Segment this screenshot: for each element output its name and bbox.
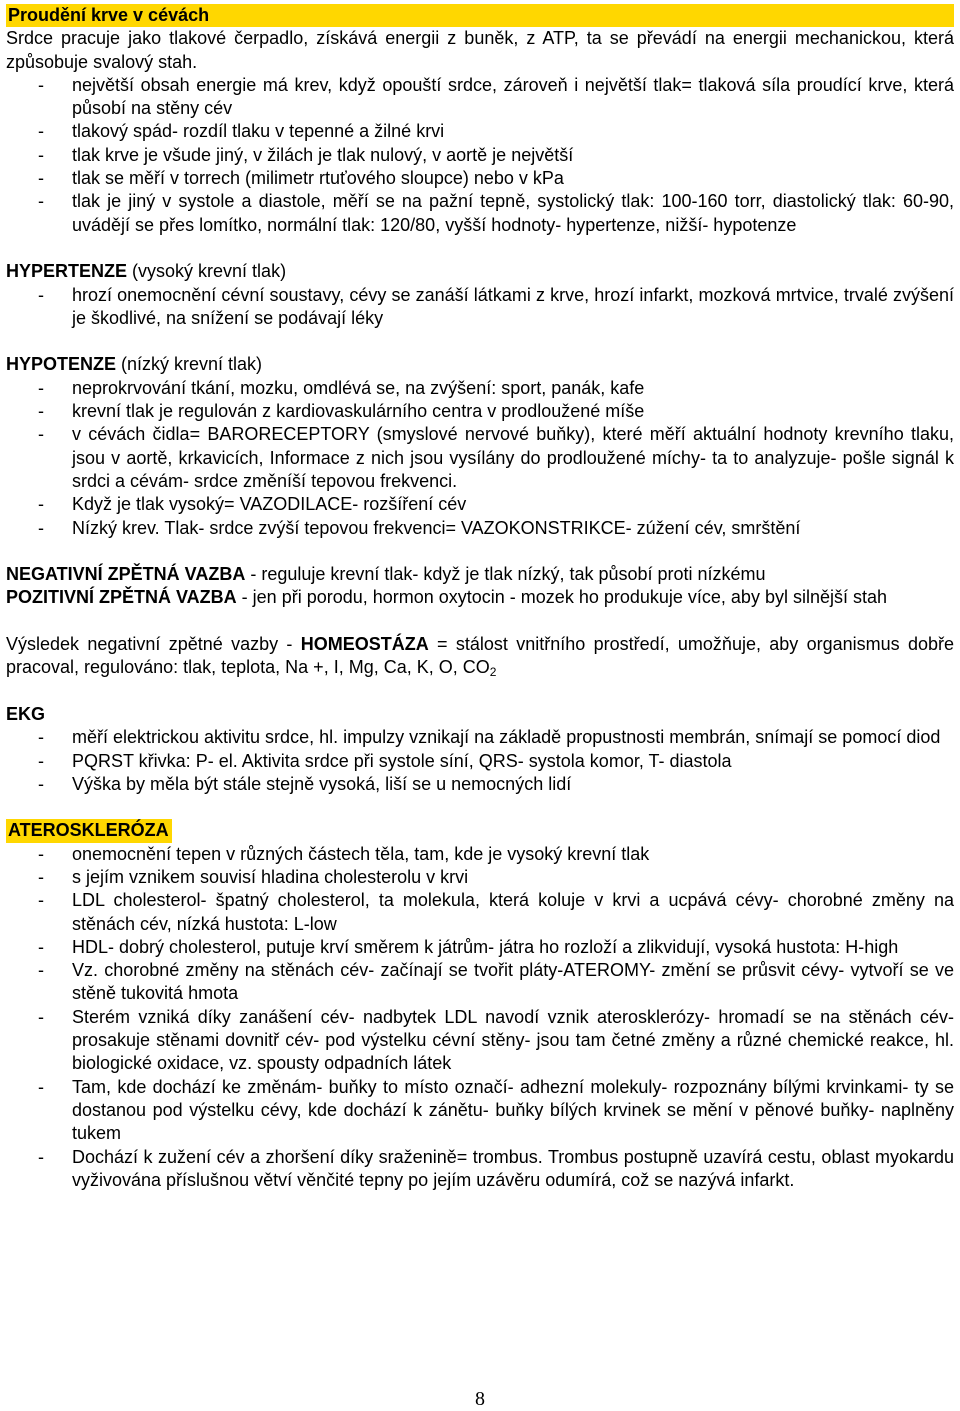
list-item: - krevní tlak je regulován z kardiovaskulárního centra v prodloužené míše — [6, 400, 954, 423]
document-page — [6, 4, 954, 1192]
section-title: Proudění krve v cévách — [6, 4, 954, 27]
list-item: - LDL cholesterol- špatný cholesterol, ta molekula, která koluje v krvi a ucpává cévy- chorobné změny na stěnách cév, nízká hustota: L-low — [6, 889, 954, 936]
list-item: - s jejím vznikem souvisí hladina cholesterolu v krvi — [6, 866, 954, 889]
positive-feedback — [6, 586, 954, 609]
list-item: - měří elektrickou aktivitu srdce, hl. impulzy vznikají na základě propustnosti membrán, snímají se pomocí diod — [6, 726, 954, 749]
list-item: - Když je tlak vysoký= VAZODILACE- rozšíření cév — [6, 493, 954, 516]
list-item: - tlakový spád- rozdíl tlaku v tepenné a žilné krvi — [6, 120, 954, 143]
atherosclerosis-heading — [6, 819, 954, 842]
atherosclerosis-title: ATEROSKLERÓZA — [6, 819, 172, 842]
list-item: - Dochází k zužení cév a zhoršení díky sraženině= trombus. Trombus postupně uzavírá cestu, oblast myokardu vyživována příslušnou větví věnčité tepny po jejím uzávěru odumírá, což se nazývá infarkt. — [6, 1146, 954, 1193]
hypertension-title: HYPERTENZE — [6, 261, 128, 282]
positive-feedback-title: POZITIVNÍ ZPĚTNÁ VAZBA — [6, 587, 237, 608]
list-item: - tlak krve je všude jiný, v žilách je tlak nulový, v aortě je největší — [6, 144, 954, 167]
list-item: - největší obsah energie má krev, když opouští srdce, zároveň i největší tlak= tlaková síla proudící krve, která působí na stěny cév — [6, 74, 954, 121]
page-number: 8 — [475, 1388, 485, 1410]
list-item: - v cévách čidla= BARORECEPTORY (smyslové nervové buňky), které měří aktuální hodnoty krevního tlaku, jsou v aortě, krkavicích, Informace z nich jsou vysílány do prodloužené míchy- ta to analyzuje- pošle signál k srdci a cévám- srdce změníší tepovou frekvenci. — [6, 423, 954, 493]
negative-feedback-title: NEGATIVNÍ ZPĚTNÁ VAZBA — [6, 564, 246, 585]
hypertension-heading — [6, 260, 954, 283]
list-item: - Tam, kde dochází ke změnám- buňky to místo označí- adhezní molekuly- rozpoznány bílými krvinkami- ty se dostanou pod výstelku cévy, kde dochází k zánětu- buňky bílých krvinek se mění v pěnové buňky- naplněny tukem — [6, 1076, 954, 1146]
list-item: - Výška by měla být stále stejně vysoká, liší se u nemocných lidí — [6, 773, 954, 796]
intro-paragraph: Srdce pracuje jako tlakové čerpadlo, získává energii z buněk, z ATP, ta se převádí na energii mechanickou, která způsobuje svalový stah. — [6, 28, 954, 72]
list-item: - PQRST křivka: P- el. Aktivita srdce při systole síní, QRS- systola komor, T- diastola — [6, 750, 954, 773]
list-item: - hrozí onemocnění cévní soustavy, cévy se zanáší látkami z krve, hrozí infarkt, mozková mrtvice, trvalé zvýšení je škodlivé, na snížení se podávají léky — [6, 284, 954, 331]
ekg-title: EKG — [6, 703, 46, 724]
hypotension-list — [6, 377, 954, 540]
homeostasis-post: = stálost vnitřního prostředí, umožňuje, aby organismus dobře pracoval, regulováno: tlak, teplota, Na +, I, Mg, Ca, K, O, CO — [6, 634, 955, 678]
list-item: - tlak je jiný v systole a diastole, měří se na pažní tepně, systolický tlak: 100-160 torr, diastolický tlak: 60-90, uvádějí se přes lomítko, normální tlak: 120/80, vyšší hodnoty- hypertenze, nižší- hypotenze — [6, 190, 954, 237]
list-item: - Vz. chorobné změny na stěnách cév- začínají se tvořit pláty-ATEROMY- změní se průsvit cévy- vytvoří se ve stěně tukovitá hmota — [6, 959, 954, 1006]
hypotension-subtitle: (nízký krevní tlak) — [116, 354, 263, 375]
hypotension-heading — [6, 353, 954, 376]
homeostasis-paragraph — [6, 633, 954, 680]
hypertension-list — [6, 284, 954, 331]
ekg-list — [6, 726, 954, 796]
list-item: - tlak se měří v torrech (milimetr rtuťového sloupce) nebo v kPa — [6, 167, 954, 190]
list-item: - Sterém vzniká díky zanášení cév- nadbytek LDL navodí vznik aterosklerózy- hromadí se na stěnách cév- prosakuje stěnami dovnitř cév- pod výstelku cévní stěny- jsou tam četné změny a různé chemické reakce, hl. biologické oxidace, vz. spousty odpadních látek — [6, 1006, 954, 1076]
list-item: - Nízký krev. Tlak- srdce zvýší tepovou frekvenci= VAZOKONSTRIKCE- zúžení cév, smrštění — [6, 517, 954, 540]
list-item: - HDL- dobrý cholesterol, putuje krví směrem k játrům- játra ho rozloží a zlikvidují, vysoká hustota: H-high — [6, 936, 954, 959]
homeostasis-term: HOMEOSTÁZA — [300, 634, 429, 655]
pressure-list — [6, 74, 954, 237]
co2-subscript: 2 — [489, 665, 497, 680]
negative-feedback — [6, 563, 954, 586]
homeostasis-pre: Výsledek negativní zpětné vazby - — [6, 634, 301, 655]
list-item: - neprokrvování tkání, mozku, omdlévá se, na zvýšení: sport, panák, kafe — [6, 377, 954, 400]
hypotension-title: HYPOTENZE — [6, 354, 117, 375]
atherosclerosis-list — [6, 843, 954, 1192]
positive-feedback-text: - jen při porodu, hormon oxytocin - mozek ho produkuje více, aby byl silnější stah — [236, 587, 887, 608]
ekg-heading — [6, 703, 954, 726]
list-item: - onemocnění tepen v různých částech těla, tam, kde je vysoký krevní tlak — [6, 843, 954, 866]
negative-feedback-text: - reguluje krevní tlak- když je tlak nízký, tak působí proti nízkému — [245, 564, 766, 585]
hypertension-subtitle: (vysoký krevní tlak) — [127, 261, 287, 282]
